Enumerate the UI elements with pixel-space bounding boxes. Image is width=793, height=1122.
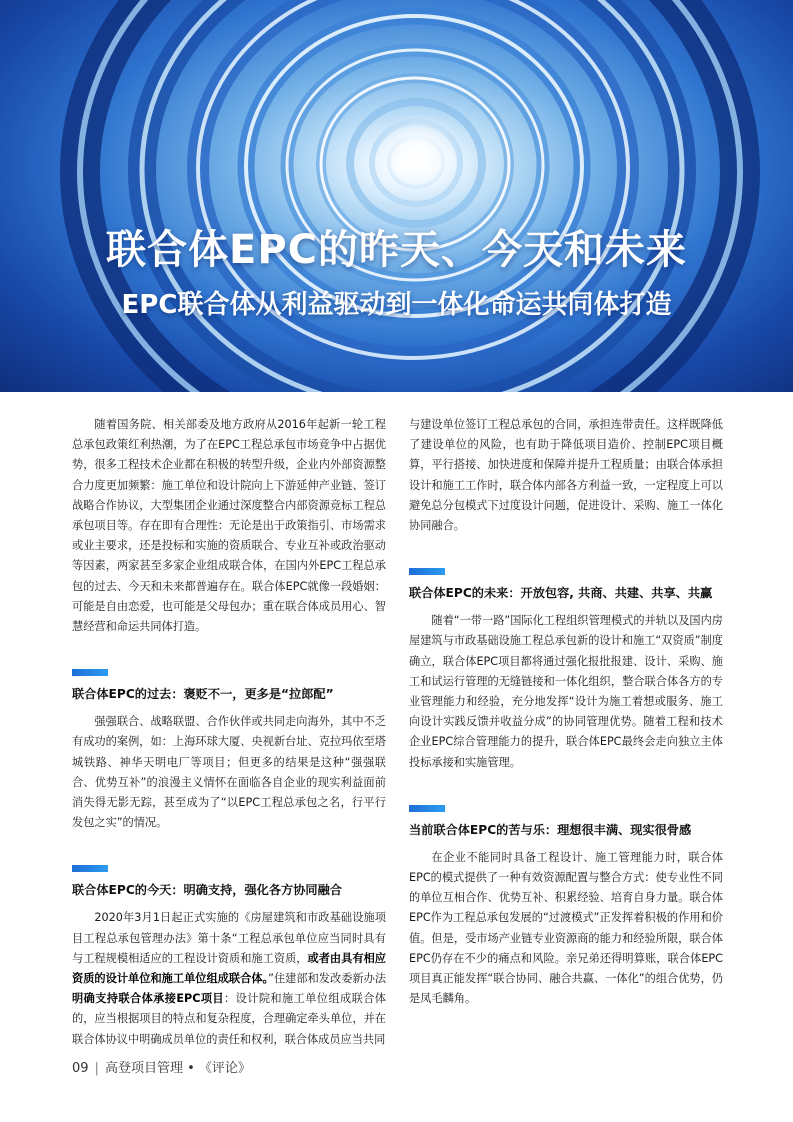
section-body-current: 在企业不能同时具备工程设计、施工管理能力时，联合体EPC的模式提供了一种有效资源配置与整合方式：使专业性不同的单位互相合作、优势互补、积累经验、培育自身力量。联合体EPC作为工程总承包发展的“过渡模式”正发挥着积极的作用和价值。但是，受市场产业链专业资源商的能力和经验所限，联合体EPC仍存在不少的痛点和风险。亲兄弟还得明算账，联合体EPC项目真正能发挥“联合协同、融合共赢、一体化”的组合优势，仍是凤毛麟角。 xyxy=(409,850,723,1006)
section-body-past: 强强联合、战略联盟、合作伙伴或共同走向海外，其中不乏有成功的案例，如：上海环球大厦、央视新台址、克拉玛依至塔城铁路、神华天明电厂等项目；但更多的结果是这种“强强联合、优势互补”的浪漫主义情怀在面临各自企业的现实利益面前消失得无影无踪，甚至成为了“以EPC工程总承包之名，行平行发包之实”的情况。 xyxy=(72,715,386,830)
today-text-c: ”住建部和发改委新办法 xyxy=(268,972,387,986)
section-today xyxy=(72,865,386,1049)
section-accent-bar xyxy=(72,865,108,872)
section-future xyxy=(409,568,723,773)
today-emphasis-2: 明确支持联合体承接EPC项目 xyxy=(72,992,225,1006)
right-column xyxy=(409,415,723,1009)
page-subtitle: EPC联合体从利益驱动到一体化命运共同体打造 xyxy=(121,290,672,320)
section-body-today-continued: 与建设单位签订工程总承包的合同，承担连带责任。这样既降低了建设单位的风险，也有助于降低项目造价、控制EPC项目概算，平行搭接、加快进度和保障并提升工程质量；由联合体承担设计和施工工作时，联合体内部各方利益一致，一定程度上可以避免总分包模式下过度设计问题，促进设计、采购、施工一体化协同融合。 xyxy=(409,418,723,533)
section-heading-current: 当前联合体EPC的苦与乐：理想很丰满、现实很骨感 xyxy=(409,822,692,837)
section-heading-future: 联合体EPC的未来：开放包容, 共商、共建、共享、共赢 xyxy=(409,586,713,601)
section-body-today xyxy=(72,908,386,1049)
hero-spiral-image xyxy=(0,0,793,392)
hero-banner xyxy=(0,0,793,392)
footer-separator: | xyxy=(94,1061,99,1076)
section-accent-bar xyxy=(72,669,108,676)
page-number: 09 xyxy=(72,1061,89,1076)
page-footer xyxy=(72,1057,251,1076)
section-accent-bar xyxy=(409,805,445,812)
section-heading-past: 联合体EPC的过去：褒贬不一，更多是“拉郎配” xyxy=(72,687,334,702)
today-text-e: ：设计院和施工单位组成联合体的，应当根据项目的特点和复杂程度，合理确定牵头单位，并在联合体协议中明确成员单位的责任和权利，联合体成员应当共同 xyxy=(72,992,386,1046)
today-text-a: 2020年3月1日起正式实施的《房屋建筑和市政基础设施项目工程总承包管理办法》第十条“工程总承包单位应当同时具有与工程规模相适应的工程设计资质和施工资质， xyxy=(72,911,386,965)
section-heading-today: 联合体EPC的今天：明确支持，强化各方协同融合 xyxy=(72,883,342,898)
intro-paragraph: 随着国务院、相关部委及地方政府从2016年起新一轮工程总承包政策红利热潮，为了在EPC工程总承包市场竞争中占据优势，很多工程技术企业都在积极的转型升级，企业内外部资源整合力度更加频繁：施工单位和设计院向上下游延伸产业链、签订战略合作协议，大型集团企业通过深度整合内部资源竞标工程总承包项目等。存在即有合理性：无论是出于政策指引、市场需求或业主要求，还是投标和实施的资质联合、专业互补或政治驱动等因素，两家甚至多家企业组成联合体，在国内外EPC工程总承包的过去、今天和未来都普遍存在。联合体EPC就像一段婚姻：可能是自由恋爱，也可能是父母包办；重在联合体成员用心、智慧经营和命运共同体打造。 xyxy=(72,418,386,634)
section-current xyxy=(409,805,723,1010)
section-past xyxy=(72,669,386,833)
today-emphasis-1: 或者由具有相应资质的设计单位和施工单位组成联合体。 xyxy=(72,951,386,986)
publication-name: 高登项目管理 xyxy=(104,1061,183,1076)
section-accent-bar xyxy=(409,568,445,575)
section-body-future: 随着“一带一路”国际化工程组织管理模式的并轨以及国内房屋建筑与市政基础设施工程总承包新的设计和施工“双资质”制度确立，联合体EPC项目都将通过强化报批报建、设计、采购、施工和试运行管理的无缝链接和一体化组织，整合联合体各方的专业管理能力和经验，充分地发挥“设计为施工着想或服务、施工向设计实践反馈并收益分成”的协同管理优势。随着工程和技术企业EPC综合管理能力的提升，联合体EPC最终会走向独立主体投标承接和实施管理。 xyxy=(409,614,723,769)
page-title: 联合体EPC的昨天、今天和未来 xyxy=(106,227,687,273)
column-name: 《评论》 xyxy=(198,1061,251,1076)
left-column xyxy=(72,415,386,1050)
footer-bullet: • xyxy=(187,1061,195,1076)
